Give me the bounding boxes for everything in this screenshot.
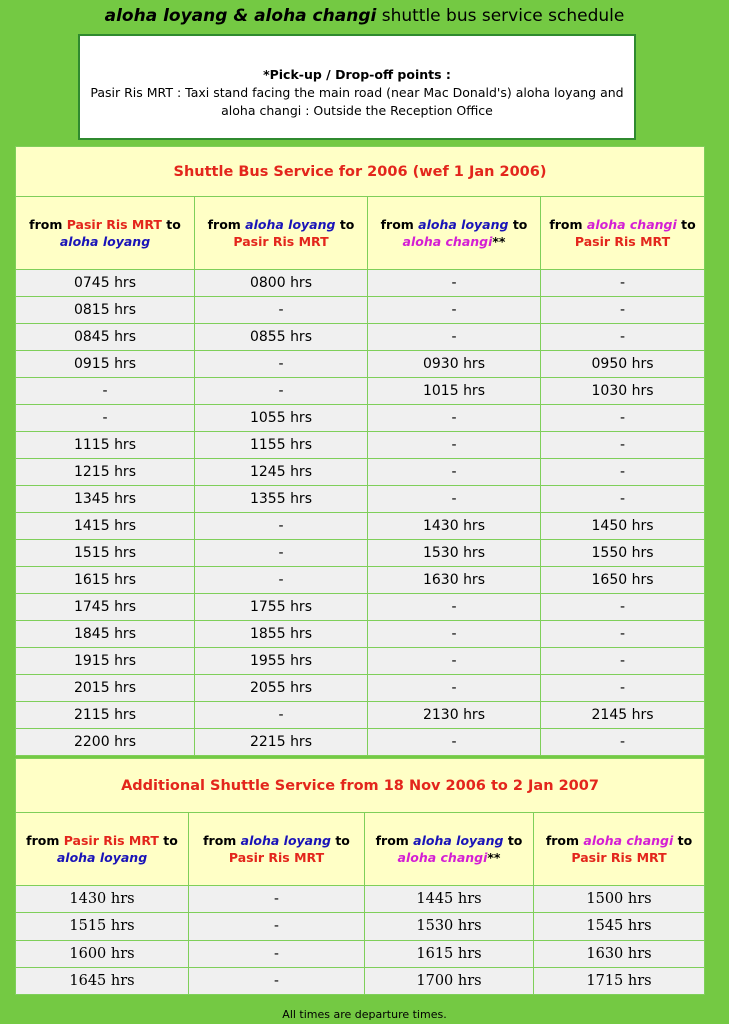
time-cell: - — [368, 405, 541, 432]
time-cell: 1615 hrs — [16, 567, 195, 594]
table-row — [16, 378, 705, 405]
time-cell: 1515 hrs — [16, 913, 189, 940]
time-cell: - — [541, 648, 705, 675]
time-cell: 1415 hrs — [16, 513, 195, 540]
time-cell: 0815 hrs — [16, 297, 195, 324]
hdr-to: to — [158, 833, 178, 848]
time-cell: 1545 hrs — [534, 913, 705, 940]
hdr-to: to — [508, 217, 528, 232]
table-row — [16, 405, 705, 432]
time-cell: - — [541, 459, 705, 486]
time-cell: 2115 hrs — [16, 702, 195, 729]
notice-heading: *Pick-up / Drop-off points : — [263, 67, 451, 82]
time-cell: 0930 hrs — [368, 351, 541, 378]
table-row — [16, 940, 705, 967]
hdr-aloha-changi: aloha changi — [402, 234, 493, 249]
col-header-loyang-to-pasir — [189, 813, 365, 886]
table-row — [16, 432, 705, 459]
table-row — [16, 270, 705, 297]
time-cell: 0855 hrs — [195, 324, 368, 351]
table-row — [16, 459, 705, 486]
notice-line-1: Pasir Ris MRT : Taxi stand facing the main road (near Mac Donald's) aloha loyang and — [90, 85, 624, 100]
time-cell: - — [189, 886, 365, 913]
time-cell: 1615 hrs — [365, 940, 534, 967]
hdr-aloha-loyang: aloha loyang — [240, 833, 331, 848]
time-cell: - — [368, 729, 541, 756]
time-cell: 1515 hrs — [16, 540, 195, 567]
pickup-dropoff-notice — [78, 34, 636, 140]
col-header-pasir-to-loyang — [16, 197, 195, 270]
table-row — [16, 486, 705, 513]
hdr-from: from — [380, 217, 419, 232]
col-header-pasir-to-loyang — [16, 813, 189, 886]
hdr-aloha-loyang: aloha loyang — [59, 234, 151, 249]
time-cell: 1630 hrs — [534, 940, 705, 967]
time-cell: - — [195, 513, 368, 540]
time-cell: - — [541, 675, 705, 702]
hdr-pasir-ris: Pasir Ris MRT — [571, 850, 667, 865]
time-cell: 1600 hrs — [16, 940, 189, 967]
hdr-aloha-changi: aloha changi — [586, 217, 677, 232]
hdr-pasir-ris: Pasir Ris MRT — [233, 234, 329, 249]
table-row — [16, 540, 705, 567]
hdr-from: from — [549, 217, 587, 232]
time-cell: 2015 hrs — [16, 675, 195, 702]
time-cell: 2055 hrs — [195, 675, 368, 702]
table-row — [16, 621, 705, 648]
time-cell: 1355 hrs — [195, 486, 368, 513]
time-cell: - — [368, 675, 541, 702]
time-cell: 2200 hrs — [16, 729, 195, 756]
hdr-aloha-changi: aloha changi — [583, 833, 674, 848]
time-cell: - — [189, 913, 365, 940]
hdr-pasir-ris: Pasir Ris MRT — [574, 234, 671, 249]
time-cell: - — [368, 621, 541, 648]
time-cell: 2130 hrs — [368, 702, 541, 729]
time-cell: - — [541, 621, 705, 648]
time-cell: 2215 hrs — [195, 729, 368, 756]
table-row — [16, 702, 705, 729]
time-cell: 1015 hrs — [368, 378, 541, 405]
time-cell: 1245 hrs — [195, 459, 368, 486]
hdr-from: from — [29, 217, 67, 232]
time-cell: 1530 hrs — [368, 540, 541, 567]
table-row — [16, 297, 705, 324]
time-cell: - — [195, 702, 368, 729]
time-cell: 0745 hrs — [16, 270, 195, 297]
col-header-loyang-to-pasir — [195, 197, 368, 270]
hdr-to: to — [330, 833, 350, 848]
time-cell: - — [16, 405, 195, 432]
time-cell: 1030 hrs — [541, 378, 705, 405]
hdr-stars: ** — [492, 234, 506, 249]
table-row — [16, 567, 705, 594]
hdr-stars: ** — [487, 850, 501, 865]
table-row — [16, 886, 705, 913]
time-cell: 1345 hrs — [16, 486, 195, 513]
time-cell: - — [541, 729, 705, 756]
time-cell: - — [195, 540, 368, 567]
time-cell: - — [368, 432, 541, 459]
schedule-2006-title: Shuttle Bus Service for 2006 (wef 1 Jan 2006) — [16, 147, 705, 197]
time-cell: - — [541, 432, 705, 459]
hdr-to: to — [503, 833, 523, 848]
time-cell: 1715 hrs — [534, 967, 705, 994]
col-header-loyang-to-changi — [365, 813, 534, 886]
hdr-from: from — [375, 833, 414, 848]
time-cell: - — [368, 270, 541, 297]
time-cell: - — [368, 594, 541, 621]
time-cell: - — [368, 486, 541, 513]
time-cell: - — [541, 594, 705, 621]
hdr-aloha-loyang: aloha loyang — [245, 217, 336, 232]
table-row — [16, 729, 705, 756]
time-cell: 0800 hrs — [195, 270, 368, 297]
hdr-from: from — [203, 833, 241, 848]
hdr-aloha-loyang: aloha loyang — [418, 217, 509, 232]
hdr-pasir-ris: Pasir Ris MRT — [228, 850, 325, 865]
time-cell: 1915 hrs — [16, 648, 195, 675]
table-row — [16, 648, 705, 675]
time-cell: - — [541, 486, 705, 513]
time-cell: - — [189, 940, 365, 967]
time-cell: - — [368, 459, 541, 486]
hdr-to: to — [676, 217, 696, 232]
schedule-2006-table — [15, 146, 705, 756]
schedule-additional-title: Additional Shuttle Service from 18 Nov 2006 to 2 Jan 2007 — [16, 759, 705, 813]
time-cell: 0845 hrs — [16, 324, 195, 351]
hdr-pasir-ris: Pasir Ris MRT — [63, 833, 159, 848]
table-row — [16, 513, 705, 540]
time-cell: 1215 hrs — [16, 459, 195, 486]
time-cell: 1430 hrs — [368, 513, 541, 540]
time-cell: 2145 hrs — [541, 702, 705, 729]
title-suffix: shuttle bus service schedule — [376, 6, 625, 26]
time-cell: 1700 hrs — [365, 967, 534, 994]
schedule-additional-body — [16, 886, 705, 995]
time-cell: - — [541, 324, 705, 351]
hdr-aloha-loyang: aloha loyang — [56, 850, 148, 865]
time-cell: - — [195, 297, 368, 324]
notice-line-2: aloha changi : Outside the Reception Office — [221, 103, 493, 118]
table-row — [16, 324, 705, 351]
time-cell: - — [368, 648, 541, 675]
time-cell: 1055 hrs — [195, 405, 368, 432]
hdr-aloha-changi: aloha changi — [397, 850, 488, 865]
page-title — [0, 6, 729, 26]
col-header-loyang-to-changi — [368, 197, 541, 270]
hdr-from: from — [545, 833, 584, 848]
time-cell: 1550 hrs — [541, 540, 705, 567]
time-cell: 1445 hrs — [365, 886, 534, 913]
time-cell: - — [195, 351, 368, 378]
time-cell: 1430 hrs — [16, 886, 189, 913]
time-cell: - — [195, 567, 368, 594]
schedule-2006-body — [16, 270, 705, 756]
time-cell: 0950 hrs — [541, 351, 705, 378]
time-cell: - — [541, 297, 705, 324]
hdr-to: to — [335, 217, 355, 232]
time-cell: 1755 hrs — [195, 594, 368, 621]
time-cell: - — [541, 405, 705, 432]
hdr-pasir-ris: Pasir Ris MRT — [66, 217, 162, 232]
title-locations: aloha loyang & aloha changi — [104, 6, 377, 26]
time-cell: 1955 hrs — [195, 648, 368, 675]
hdr-to: to — [673, 833, 693, 848]
hdr-from: from — [207, 217, 246, 232]
time-cell: 1450 hrs — [541, 513, 705, 540]
hdr-to: to — [161, 217, 181, 232]
time-cell: 1500 hrs — [534, 886, 705, 913]
time-cell: - — [16, 378, 195, 405]
schedule-additional-table — [15, 758, 705, 995]
table-row — [16, 967, 705, 994]
time-cell: - — [368, 297, 541, 324]
time-cell: - — [541, 270, 705, 297]
table-row — [16, 351, 705, 378]
table-row — [16, 594, 705, 621]
time-cell: - — [368, 324, 541, 351]
time-cell: 1650 hrs — [541, 567, 705, 594]
table-row — [16, 675, 705, 702]
time-cell: 1115 hrs — [16, 432, 195, 459]
col-header-changi-to-pasir — [541, 197, 705, 270]
time-cell: - — [195, 378, 368, 405]
time-cell: 1855 hrs — [195, 621, 368, 648]
time-cell: 0915 hrs — [16, 351, 195, 378]
col-header-changi-to-pasir — [534, 813, 705, 886]
time-cell: - — [189, 967, 365, 994]
time-cell: 1530 hrs — [365, 913, 534, 940]
hdr-from: from — [26, 833, 64, 848]
time-cell: 1745 hrs — [16, 594, 195, 621]
hdr-aloha-loyang: aloha loyang — [413, 833, 504, 848]
table-row — [16, 913, 705, 940]
time-cell: 1155 hrs — [195, 432, 368, 459]
time-cell: 1630 hrs — [368, 567, 541, 594]
time-cell: 1845 hrs — [16, 621, 195, 648]
footnote: All times are departure times. — [282, 1008, 447, 1021]
time-cell: 1645 hrs — [16, 967, 189, 994]
